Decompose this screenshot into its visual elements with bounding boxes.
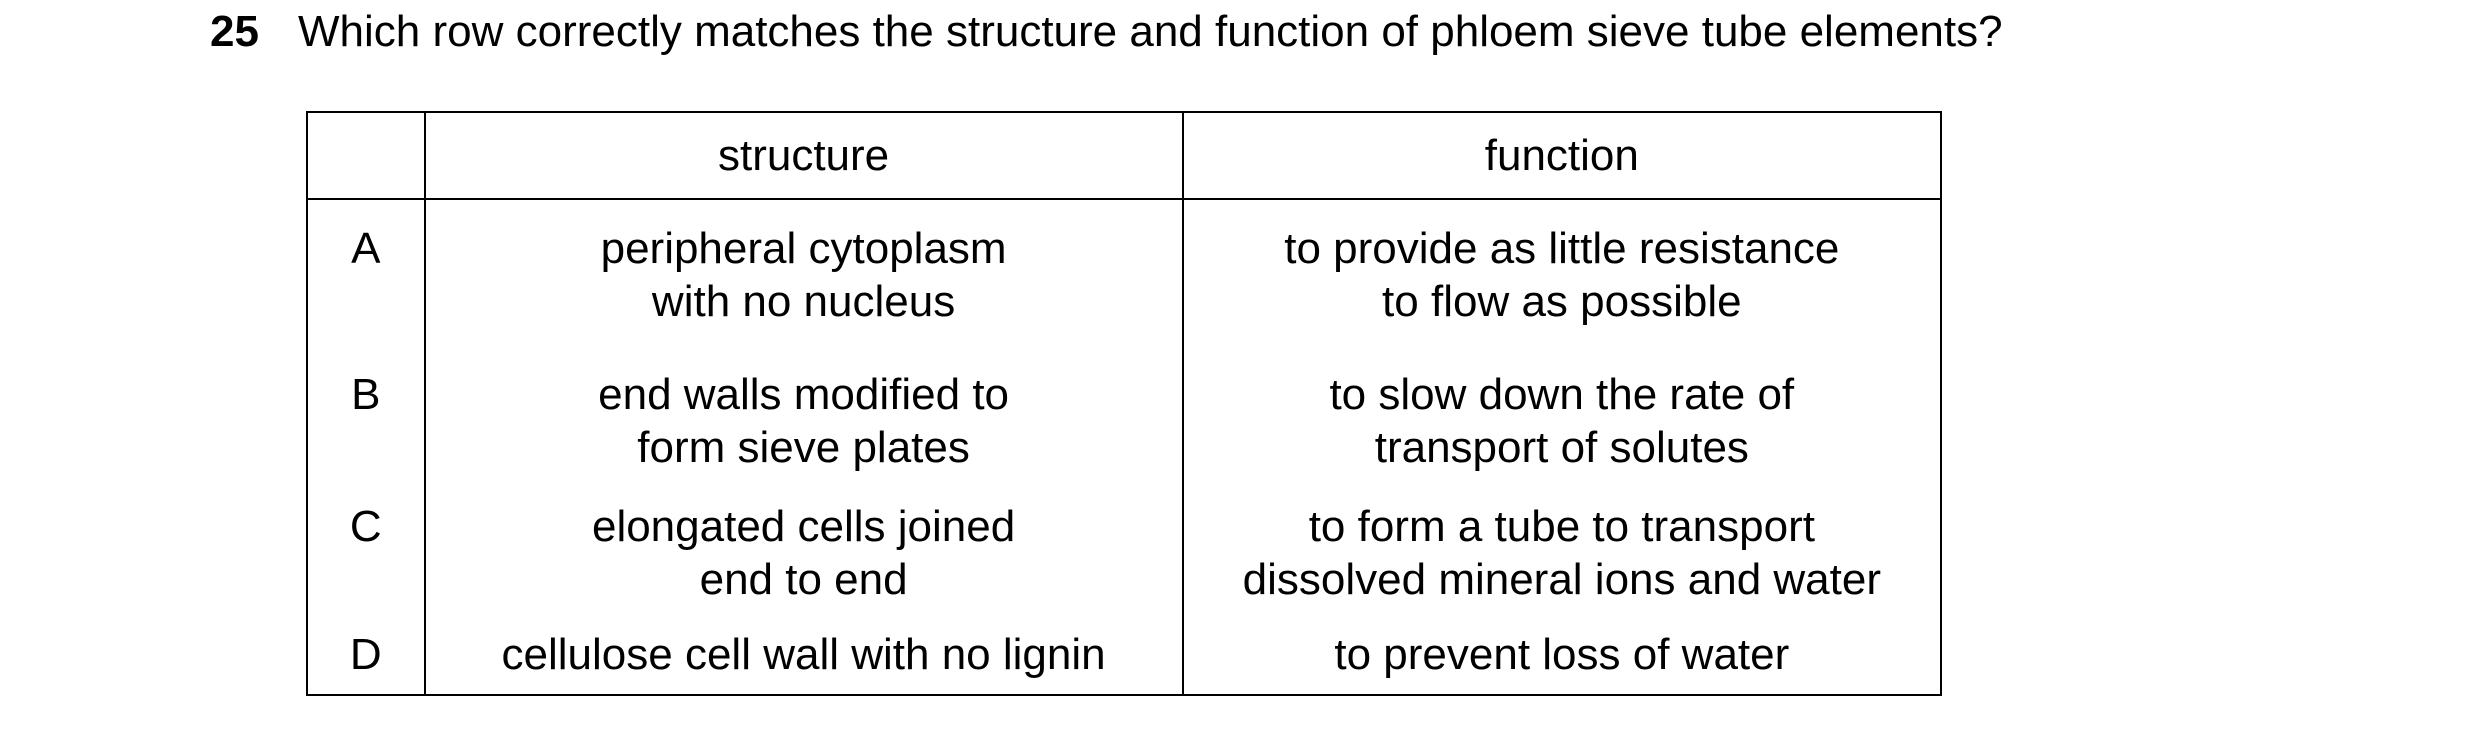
function-line: to prevent loss of water (1334, 630, 1790, 679)
function-line: to provide as little resistance (1284, 224, 1840, 273)
header-function: function (1183, 112, 1941, 199)
function-line: dissolved mineral ions and water (1242, 555, 1881, 604)
function-line: to flow as possible (1382, 277, 1742, 326)
option-row-d (307, 606, 1941, 695)
function-cell (1183, 342, 1941, 474)
structure-line: form sieve plates (637, 423, 970, 472)
table-header-row (307, 112, 1941, 199)
function-line: to slow down the rate of (1329, 370, 1795, 419)
structure-cell (425, 342, 1183, 474)
question-number: 25 (210, 7, 259, 56)
structure-line: elongated cells joined (591, 502, 1016, 551)
function-line: to form a tube to transport (1308, 502, 1815, 551)
question (210, 4, 2003, 60)
structure-cell (425, 606, 1183, 695)
structure-cell (425, 199, 1183, 342)
header-letter-cell (307, 112, 425, 199)
function-cell (1183, 606, 1941, 695)
structure-line: end to end (699, 555, 908, 604)
option-letter: A (307, 199, 425, 342)
option-letter: D (307, 606, 425, 695)
option-row-a (307, 199, 1941, 342)
answer-options-table (306, 111, 1942, 696)
option-letter: C (307, 474, 425, 606)
header-structure: structure (425, 112, 1183, 199)
option-letter: B (307, 342, 425, 474)
function-line: transport of solutes (1374, 423, 1749, 472)
structure-line: with no nucleus (651, 277, 956, 326)
structure-line: peripheral cytoplasm (600, 224, 1007, 273)
structure-cell (425, 474, 1183, 606)
structure-line: end walls modified to (598, 370, 1010, 419)
function-cell (1183, 474, 1941, 606)
option-row-b (307, 342, 1941, 474)
function-cell (1183, 199, 1941, 342)
structure-line: cellulose cell wall with no lignin (501, 630, 1106, 679)
option-row-c (307, 474, 1941, 606)
question-text: Which row correctly matches the structure and function of phloem sieve tube elements? (298, 7, 2003, 56)
